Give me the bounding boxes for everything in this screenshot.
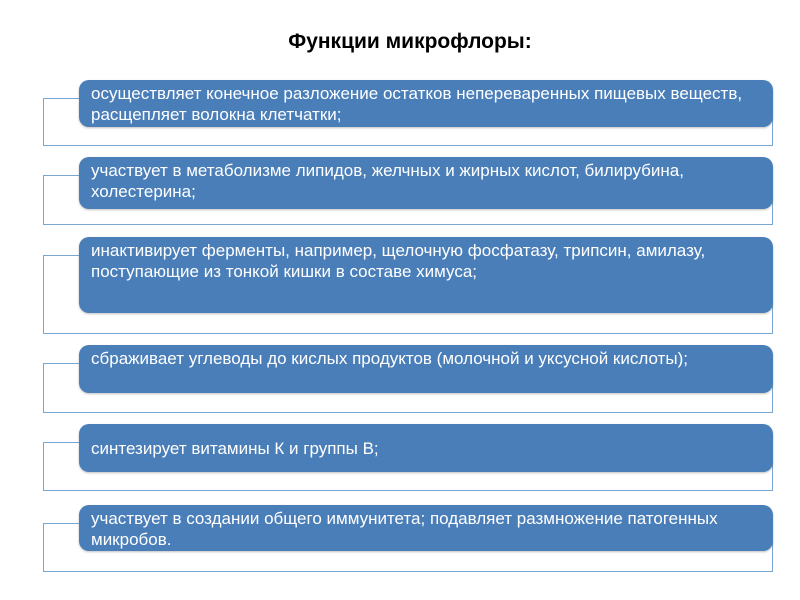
function-item-6 [43,505,773,572]
item-box [79,237,773,313]
item-box [79,505,773,551]
item-text: участвует в создании общего иммунитета; подавляет размножение патогенных микробов. [91,509,718,549]
item-box [79,157,773,209]
function-item-4 [43,345,773,413]
function-item-3 [43,237,773,334]
item-text: синтезирует витамины К и группы В; [91,439,379,458]
item-box [79,345,773,393]
item-box [79,80,773,127]
function-item-5 [43,424,773,491]
item-box [79,424,773,472]
item-text: инактивирует ферменты, например, щелочную фосфатазу, трипсин, амилазу, поступающие из тонкой кишки в составе химуса; [91,241,706,281]
item-text: осуществляет конечное разложение остатков непереваренных пищевых веществ, расщепляет волокна клетчатки; [91,84,743,124]
function-item-1 [43,80,773,146]
function-item-2 [43,157,773,225]
slide-title: Функции микрофлоры: [288,30,532,53]
item-text: участвует в метаболизме липидов, желчных и жирных кислот, билирубина, холестерина; [91,161,684,201]
item-text: сбраживает углеводы до кислых продуктов (молочной и уксусной кислоты); [91,349,688,368]
